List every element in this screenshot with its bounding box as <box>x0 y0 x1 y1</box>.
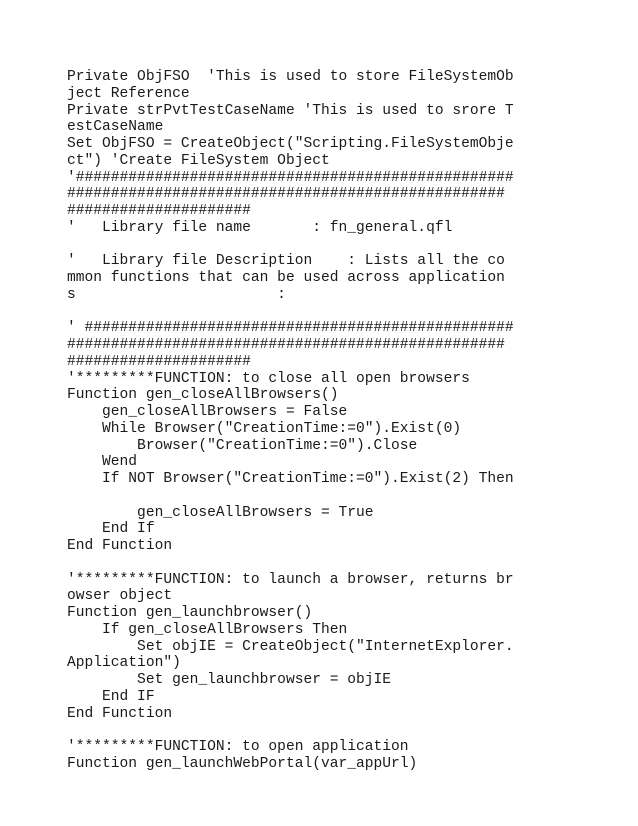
code-line: Browser("CreationTime:=0").Close <box>67 437 418 454</box>
code-line <box>67 488 587 505</box>
code-line: gen_closeAllBrowsers = False <box>67 404 348 420</box>
code-line: Function gen_closeAllBrowsers() <box>67 387 339 404</box>
code-line: '################################################## <box>67 169 514 186</box>
code-line: If NOT Browser("CreationTime:=0").Exist(2) Then <box>67 471 514 487</box>
code-line: owser object <box>67 588 173 605</box>
code-line <box>67 304 587 321</box>
code-line: mmon functions that can be used across application <box>67 270 505 286</box>
code-line: End Function <box>67 538 173 554</box>
code-line: gen_closeAllBrowsers = True <box>67 504 374 521</box>
code-line: End IF <box>67 688 155 705</box>
code-line <box>67 722 587 739</box>
code-line: '*********FUNCTION: to close all open browsers <box>67 370 470 387</box>
code-line: Wend <box>67 454 138 471</box>
code-line: Function gen_launchbrowser() <box>67 605 313 621</box>
code-line: estCaseName <box>67 119 164 136</box>
code-line: Application") <box>67 655 181 672</box>
code-line: ct") 'Create FileSystem Object <box>67 152 330 169</box>
code-line: ' ################################################# <box>67 320 514 337</box>
code-listing <box>67 69 587 773</box>
code-line: End If <box>67 521 155 538</box>
code-line: While Browser("CreationTime:=0").Exist(0) <box>67 420 462 437</box>
code-line: ' Library file Description : Lists all the co <box>67 253 505 270</box>
code-line: ##################### <box>67 203 251 219</box>
code-line <box>67 555 587 572</box>
code-line: ' Library file name : fn_general.qfl <box>67 219 453 236</box>
code-line: End Function <box>67 705 173 722</box>
code-line: ject Reference <box>67 85 190 102</box>
code-line: If gen_closeAllBrowsers Then <box>67 621 348 638</box>
code-line: Set ObjFSO = CreateObject("Scripting.FileSystemObje <box>67 136 514 152</box>
code-line: ################################################## <box>67 337 505 353</box>
code-line <box>67 237 587 254</box>
code-line: '*********FUNCTION: to open application <box>67 739 409 755</box>
code-line: s : <box>67 286 286 303</box>
code-line: Set objIE = CreateObject("InternetExplorer. <box>67 638 514 655</box>
code-line: Private strPvtTestCaseName 'This is used to srore T <box>67 102 514 119</box>
code-line: Set gen_launchbrowser = objIE <box>67 672 392 688</box>
code-line: ##################### <box>67 353 251 370</box>
code-line: '*********FUNCTION: to launch a browser, returns br <box>67 571 514 588</box>
code-line: Function gen_launchWebPortal(var_appUrl) <box>67 755 418 772</box>
code-line: Private ObjFSO 'This is used to store FileSystemOb <box>67 69 514 85</box>
code-line: ################################################## <box>67 186 505 203</box>
